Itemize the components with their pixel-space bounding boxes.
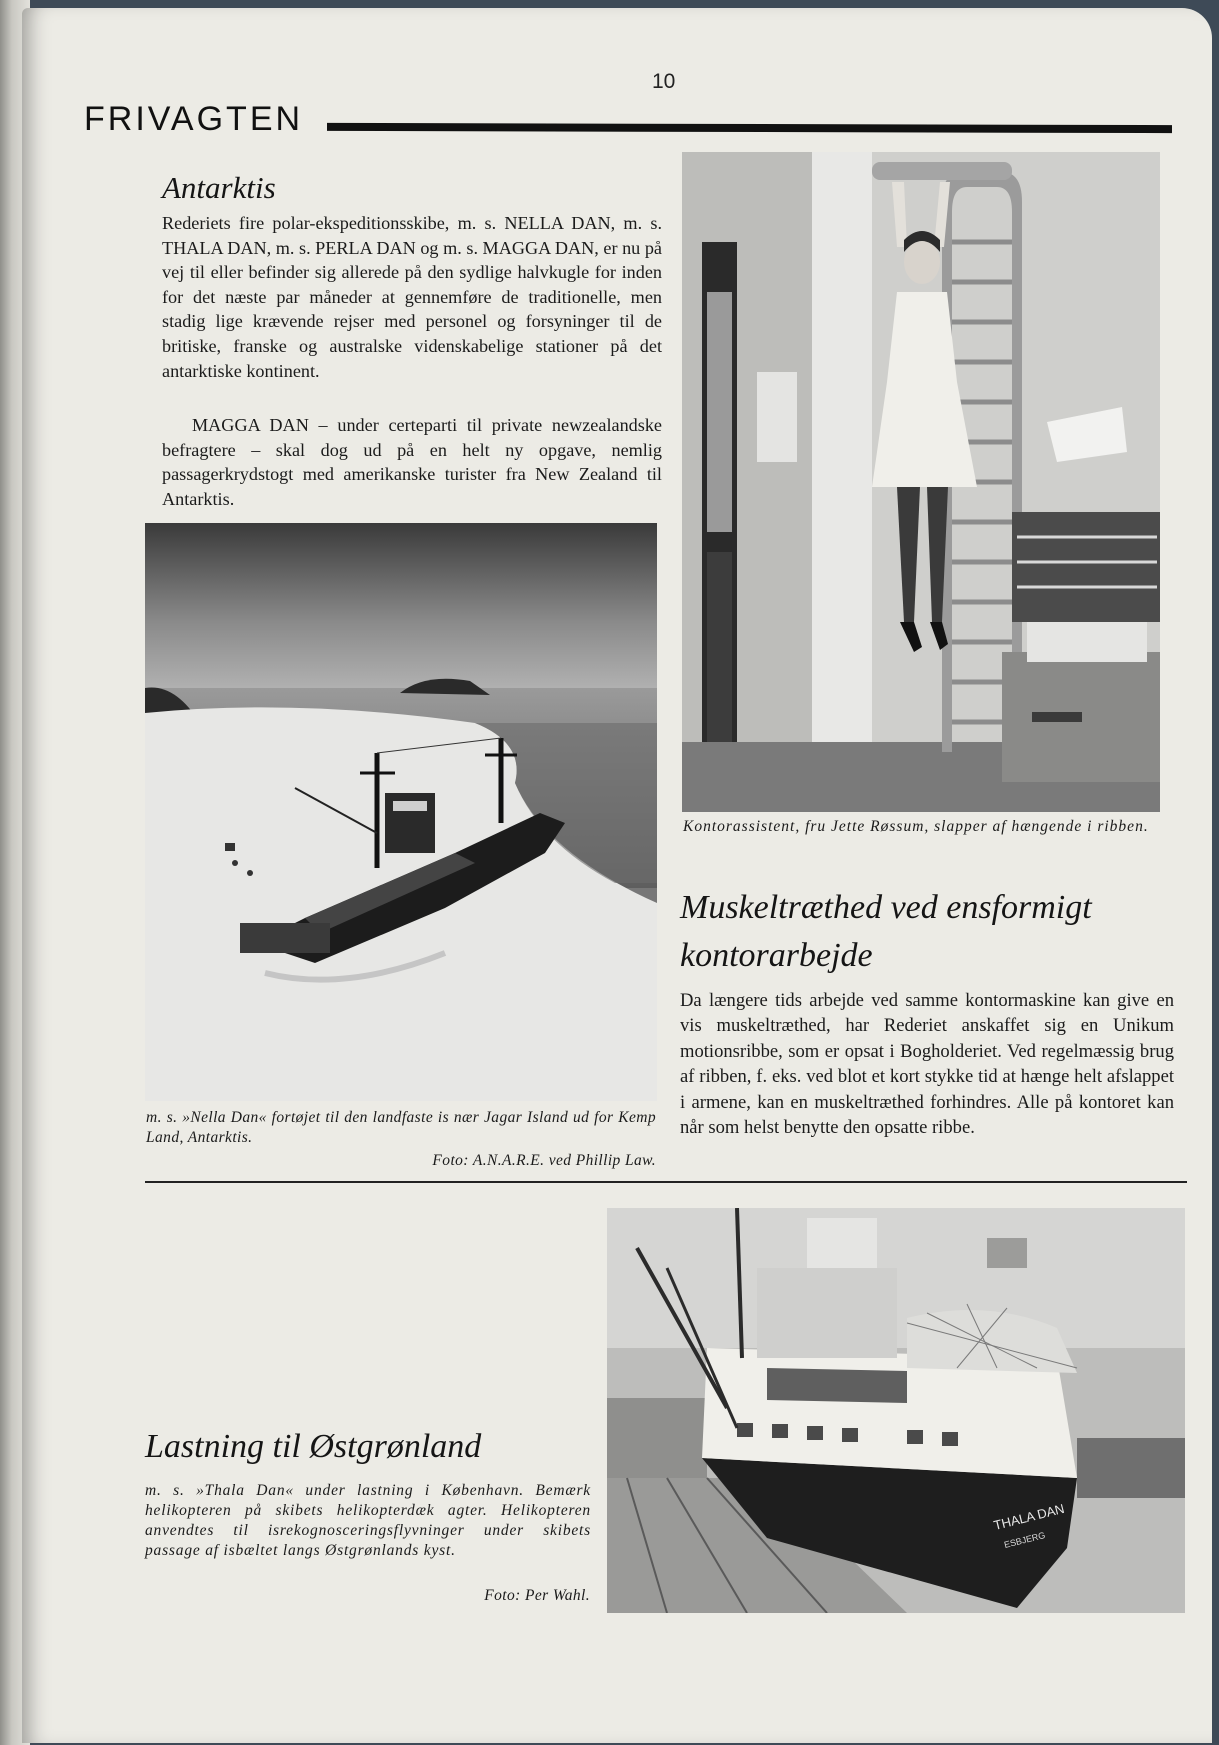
photo-thala-dan (607, 1208, 1185, 1613)
page-number: 10 (652, 70, 676, 93)
magazine-page (22, 8, 1212, 1743)
credit-thala-dan: Foto: Per Wahl. (484, 1587, 590, 1604)
antarktis-paragraph-1: Rederiets fire polar-ekspeditionsskibe, m. s. NELLA DAN, m. s. THALA DAN, m. s. PERLA DAN og m. s. MAGGA DAN, er nu på vej til eller befinder sig allerede på den sydlige halvkugle for inden for det næste par måneder at gennemføre de traditionelle, men stadig lige krævende rejser med personel og forsyninger til de britiske, franske og australske videnskabelige stationer på det antarktiske kontinent. (162, 213, 662, 381)
article-title-antarktis: Antarktis (162, 170, 276, 205)
caption-thala-dan: m. s. »Thala Dan« under lastning i København. Bemærk helikopteren på skibets helikopterdæk agter. Helikopteren anvendtes til isrekognosceringsflyvninger under skibets passage af isbæltet langs Østgrønlands kyst. (145, 1482, 591, 1559)
credit-nella-dan: Foto: A.N.A.R.E. ved Phillip Law. (432, 1152, 656, 1169)
masthead: FRIVAGTEN (84, 100, 304, 138)
caption-office: Kontorassistent, fru Jette Røssum, slapper af hængende i ribben. (683, 818, 1149, 835)
antarktis-paragraph-2: MAGGA DAN – under certeparti til private newzealandske befragtere – skal dog ud på en helt ny opgave, nemlig passagerkrydstogt med amerikanske turister fra New Zealand til Antarktis. (162, 415, 662, 509)
muskeltraethed-paragraph: Da længere tids arbejde ved samme kontormaskine kan give en vis muskeltræthed, har Rederiet anskaffet sig en Unikum motionsribbe, som er opsat i Bogholderiet. Ved regelmæssig brug af ribben, f. eks. ved blot et kort stykke tid at hænge helt afslappet i armene, kan en muskeltræthed forhindres. Alle på kontoret kan når som helst benytte den opsatte ribbe. (680, 990, 1174, 1139)
masthead-rule (327, 123, 1172, 133)
photo-nella-dan (145, 523, 657, 1101)
article-title-muskeltraethed: Muskeltræthed ved ensformigt kontorarbejde (680, 889, 1092, 974)
article-title-lastning: Lastning til Østgrønland (145, 1428, 482, 1465)
photo-office-wallbars (682, 152, 1160, 812)
hull-port-text: ESBJERG (1003, 1530, 1047, 1550)
hull-name-text: THALA DAN (992, 1500, 1066, 1533)
caption-nella-dan: m. s. »Nella Dan« fortøjet til den landfaste is nær Jagar Island ud for Kemp Land, Antarktis. (146, 1109, 656, 1146)
section-divider (145, 1181, 1187, 1183)
